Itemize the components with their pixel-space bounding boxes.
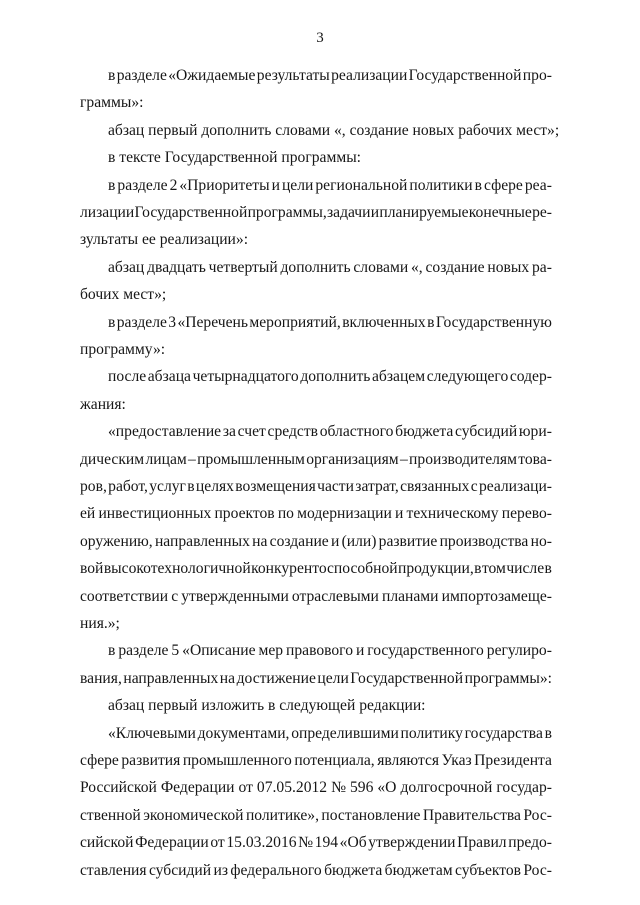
word: предо- (508, 834, 552, 852)
word: инвестиционных (98, 505, 212, 523)
text-line: программу»: (80, 341, 166, 358)
word: планами (381, 587, 439, 605)
word: Федерации (160, 779, 235, 797)
word: средств (267, 423, 318, 441)
word: абзац (108, 258, 145, 276)
page-number: 3 (316, 30, 324, 46)
text-line (80, 751, 552, 771)
word: долгосрочной (400, 779, 493, 797)
word: № (298, 834, 314, 852)
word: создание (269, 532, 329, 550)
word: продукции, (398, 560, 474, 578)
word: развитие (378, 532, 438, 550)
text-line: абзац первый изложить в следующей редакции: (108, 697, 426, 715)
word: результаты (256, 67, 330, 84)
word: разделе (117, 176, 168, 194)
word: Государственной (134, 204, 248, 221)
word: высокотехнологичной (103, 560, 251, 578)
text-line (108, 258, 552, 278)
text-line (80, 203, 552, 223)
word: сфере (483, 176, 523, 194)
word: постановление (321, 806, 421, 824)
word: разделе (116, 313, 167, 331)
word: числе (506, 560, 545, 578)
word: и (395, 505, 404, 523)
word: достижение (236, 669, 316, 687)
word: 15.03.2016 (226, 834, 297, 852)
word: субсидий (455, 423, 518, 441)
word: реа- (524, 176, 552, 194)
word: затрат, (355, 478, 399, 495)
word: соответствии (80, 587, 169, 605)
word: Правил (457, 834, 507, 852)
word: ственной (80, 806, 141, 824)
text-line (108, 66, 552, 86)
word: 194 (314, 834, 339, 852)
text-line: абзац первый дополнить словами «, создание новых рабочих мест»; (108, 121, 560, 139)
text-line (80, 559, 552, 579)
word: государ- (496, 779, 552, 797)
word: импортозамеще- (441, 587, 552, 605)
word: в (544, 724, 552, 742)
word: перево- (501, 505, 552, 523)
word: конкурентоспособной (251, 560, 398, 578)
word: возмещения (235, 478, 316, 495)
word: от (210, 834, 225, 852)
word: Рос- (523, 861, 552, 879)
word: двадцать (147, 258, 206, 276)
word: 07.05.2012 (256, 779, 328, 797)
word: в (108, 642, 116, 660)
word: с (470, 478, 478, 495)
word: ре- (532, 204, 552, 221)
word: направленных (123, 669, 219, 687)
text-line (80, 532, 552, 552)
text-line (80, 504, 552, 524)
word: (или) (341, 532, 377, 550)
word: цели (281, 176, 314, 194)
word: мер (258, 642, 284, 660)
word: документами, (197, 724, 290, 742)
word: про- (522, 67, 552, 84)
word: промышленным (197, 450, 305, 468)
word: в (187, 478, 195, 495)
word: региональной (315, 176, 408, 194)
word: включенных (342, 313, 426, 331)
text-line (108, 641, 552, 661)
word: 5 (171, 642, 180, 660)
text-line (80, 833, 552, 853)
word: и (370, 204, 380, 221)
word: создание (425, 258, 485, 276)
word: абзацем (372, 368, 426, 386)
word: техническому (406, 505, 499, 523)
text-line (108, 313, 552, 333)
word: «Описание (182, 642, 256, 660)
text-line (108, 176, 552, 196)
word: разделе (118, 642, 169, 660)
text-line (80, 669, 552, 689)
word: 2 (169, 176, 178, 194)
word: на (252, 532, 268, 550)
word: абзаца (147, 368, 191, 386)
word: Государственную (435, 313, 552, 331)
word: новых (487, 258, 530, 276)
word: развития (121, 752, 181, 769)
word: ставления (80, 861, 147, 879)
word: утвержденными (181, 587, 289, 605)
word: планируемые (379, 204, 469, 221)
text-line: бочих мест»; (80, 286, 167, 304)
word: сийской (80, 834, 134, 852)
word: программы, (247, 204, 327, 221)
word: бюджета (324, 861, 383, 879)
word: вания, (80, 669, 122, 687)
word: «Перечень (177, 313, 248, 331)
word: дополнить (300, 368, 371, 386)
word: производителям (409, 450, 517, 468)
word: работ, (108, 478, 148, 495)
word: определившими (291, 724, 399, 742)
word: Правительства (422, 806, 521, 824)
word: следующего (426, 368, 509, 386)
word: производства (439, 532, 529, 550)
text-line (80, 587, 552, 607)
word: но- (530, 532, 552, 550)
text-line (80, 477, 552, 497)
word: областного (319, 423, 394, 441)
word: и (271, 176, 280, 194)
word: оружению, (80, 532, 153, 550)
word: модернизации (297, 505, 392, 523)
word: содер- (509, 368, 552, 386)
word: Указ (441, 752, 472, 769)
text-line (80, 806, 552, 826)
text-line: жания: (80, 395, 126, 413)
word: мероприятий, (249, 313, 341, 331)
word: политику (400, 724, 463, 742)
word: политики (409, 176, 473, 194)
word: потенциала, (294, 752, 375, 769)
word: за (222, 423, 236, 441)
word: «Ключевыми (108, 724, 196, 742)
word: сфере (80, 752, 119, 769)
word: дополнить (280, 258, 351, 276)
word: части (317, 478, 354, 495)
word: «Приоритеты (179, 176, 270, 194)
text-line (80, 778, 552, 798)
word: правового (286, 642, 353, 660)
word: цели (317, 669, 349, 687)
word: разделе (116, 67, 167, 84)
word: программы»: (464, 669, 552, 687)
word: промышленного (182, 752, 292, 769)
word: том (481, 560, 506, 578)
word: ей (80, 505, 96, 523)
word: 596 (349, 779, 374, 797)
word: услуг (149, 478, 186, 495)
word: в (427, 313, 435, 331)
word: с (171, 587, 179, 605)
word: регулиро- (486, 642, 552, 660)
word: – (188, 450, 196, 468)
word: после (108, 368, 147, 386)
word: экономической (143, 806, 244, 824)
word: бюджета (395, 423, 454, 441)
word: № (331, 779, 346, 797)
word: счет (237, 423, 266, 441)
text-line: зультаты ее реализации»: (80, 231, 249, 249)
word: ра- (531, 258, 552, 276)
word: в (108, 67, 116, 84)
word: вой (80, 560, 104, 578)
word: лизации (80, 204, 135, 221)
word: субъектов (455, 861, 522, 879)
word: дическим (80, 450, 145, 468)
word: организациям (306, 450, 399, 468)
word: на (219, 669, 236, 687)
text-line: ния.»; (80, 615, 120, 632)
word: связанных (400, 478, 470, 495)
word: «О (377, 779, 397, 797)
word: четырнадцатого (192, 368, 299, 386)
word: проектов (214, 505, 275, 523)
word: государственного (367, 642, 484, 660)
word: това- (518, 450, 552, 468)
word: по (277, 505, 294, 523)
word: в (544, 560, 552, 578)
text-line (108, 367, 552, 387)
word: «Об (339, 834, 367, 852)
word: реализации (331, 67, 408, 84)
word: «, (410, 258, 423, 276)
word: задачи (327, 204, 371, 221)
word: отраслевыми (291, 587, 379, 605)
word: «предоставление (108, 423, 222, 441)
word: государства (464, 724, 543, 742)
word: Рос- (523, 806, 552, 824)
word: и (330, 532, 340, 550)
word: Государственной (408, 67, 522, 84)
word: четвертый (208, 258, 278, 276)
word: из (213, 861, 228, 879)
word: от (238, 779, 253, 797)
word: словами (353, 258, 409, 276)
word: юри- (518, 423, 552, 441)
text-line: граммы»: (80, 94, 144, 112)
word: в (474, 176, 482, 194)
word: Президента (474, 752, 552, 769)
word: Государственной (350, 669, 464, 687)
word: федерального (230, 861, 322, 879)
word: в (108, 176, 116, 194)
text-line: в тексте Государственной программы: (108, 149, 362, 167)
word: направленных (154, 532, 250, 550)
word: – (399, 450, 408, 468)
word: конечные (468, 204, 532, 221)
word: являются (377, 752, 440, 769)
word: в (108, 313, 116, 331)
text-line (108, 422, 552, 442)
text-line (108, 724, 552, 744)
word: утверждении (368, 834, 456, 852)
word: политике», (245, 806, 319, 824)
word: «Ожидаемые (168, 67, 256, 84)
word: субсидий (148, 861, 212, 879)
word: бюджетам (384, 861, 453, 879)
word: ров, (80, 478, 107, 495)
text-line (80, 861, 552, 881)
text-line (80, 450, 552, 470)
word: Федерации (135, 834, 209, 852)
word: целях (195, 478, 234, 495)
word: 3 (168, 313, 177, 331)
word: в (474, 560, 482, 578)
word: лицам (145, 450, 187, 468)
word: и (355, 642, 365, 660)
word: реализаци- (478, 478, 552, 495)
word: Российской (80, 779, 157, 797)
